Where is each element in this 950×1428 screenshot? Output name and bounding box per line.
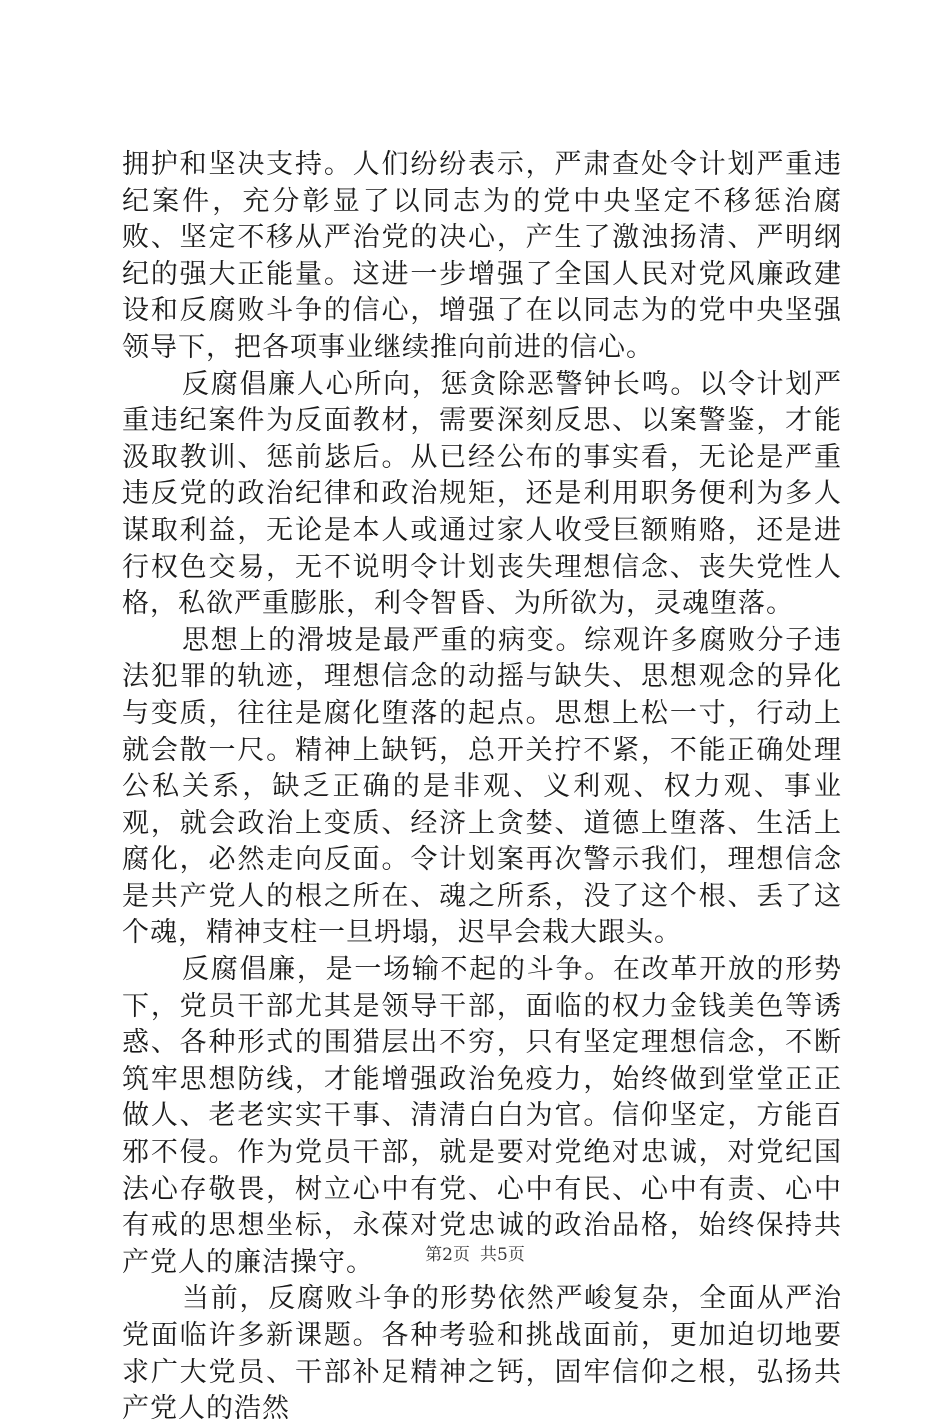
page-footer xyxy=(0,1240,950,1265)
paragraph-1: 拥护和坚决支持。人们纷纷表示，严肃查处令计划严重违纪案件，充分彰显了以同志为的党中央坚定不移惩治腐败、坚定不移从严治党的决心，产生了激浊扬清、严明纲纪的强大正能量。这进一步增强了全国人民对党风廉政建设和反腐败斗争的信心，增强了在以同志为的党中央坚强领导下，把各项事业继续推向前进的信心。 xyxy=(122,149,842,363)
paragraph-4: 反腐倡廉，是一场输不起的斗争。在改革开放的形势下，党员干部尤其是领导干部，面临的权力金钱美色等诱惑、各种形式的围猎层出不穷，只有坚定理想信念，不断筑牢思想防线，才能增强政治免疫力，始终做到堂堂正正做人、老老实实干事、清清白白为官。信仰坚定，方能百邪不侵。作为党员干部，就是要对党绝对忠诚，对党纪国法心存敬畏，树立心中有党、心中有民、心中有责、心中有戒的思想坐标，永葆对党忠诚的政治品格，始终保持共产党人的廉洁操守。 xyxy=(122,954,842,1278)
paragraph-5: 当前，反腐败斗争的形势依然严峻复杂，全面从严治党面临许多新课题。各种考验和挑战面前，更加迫切地要求广大党员、干部补足精神之钙，固牢信仰之根，弘扬共产党人的浩然 xyxy=(122,1283,842,1425)
paragraph-3: 思想上的滑坡是最严重的病变。综观许多腐败分子违法犯罪的轨迹，理想信念的动摇与缺失、思想观念的异化与变质，往往是腐化堕落的起点。思想上松一寸，行动上就会散一尺。精神上缺钙，总开关拧不紧，不能正确处理公私关系，缺乏正确的是非观、义利观、权力观、事业观，就会政治上变质、经济上贪婪、道德上堕落、生活上腐化，必然走向反面。令计划案再次警示我们，理想信念是共产党人的根之所在、魂之所系，没了这个根、丢了这个魂，精神支柱一旦坍塌，迟早会栽大跟头。 xyxy=(122,624,842,949)
document-body xyxy=(122,147,842,1428)
page-number-total: 共5页 xyxy=(480,1245,525,1265)
page-number-current: 第2页 xyxy=(425,1245,470,1265)
paragraph-2: 反腐倡廉人心所向，惩贪除恶警钟长鸣。以令计划严重违纪案件为反面教材，需要深刻反思、以案警鉴，才能汲取教训、惩前毖后。从已经公布的事实看，无论是严重违反党的政治纪律和政治规矩，还是利用职务便利为多人谋取利益，无论是本人或通过家人收受巨额贿赂，还是进行权色交易，无不说明令计划丧失理想信念、丧失党性人格，私欲严重膨胀，利令智昏、为所欲为，灵魂堕落。 xyxy=(122,368,842,620)
